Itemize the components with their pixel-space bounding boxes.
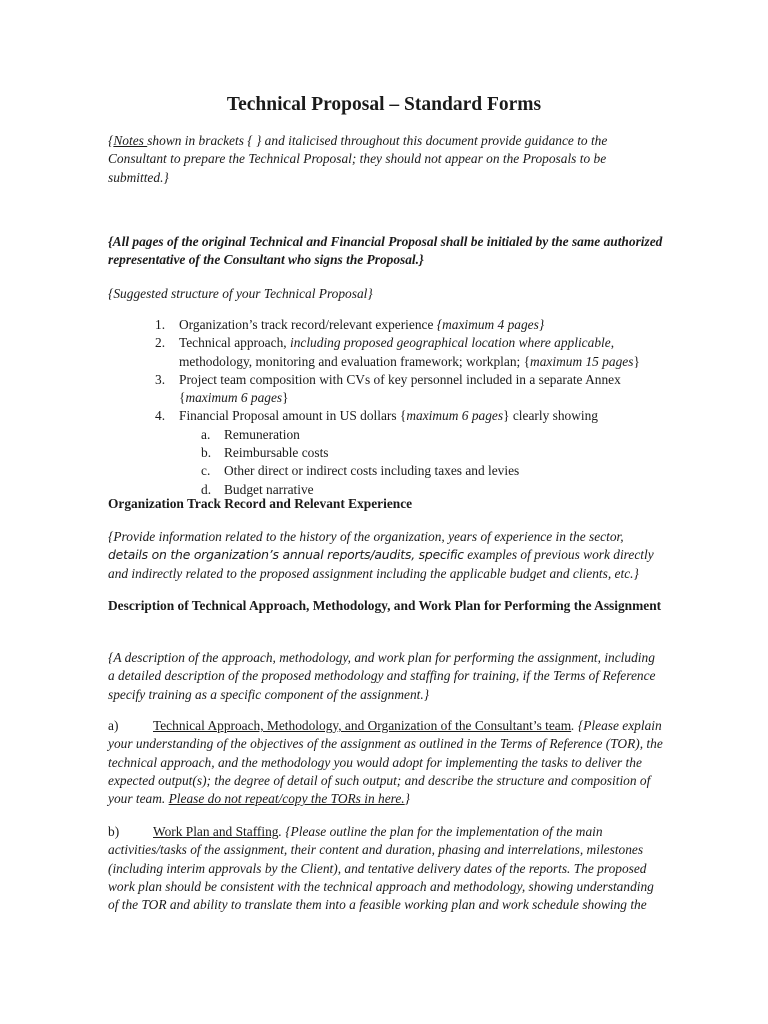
financial-sublist	[179, 426, 664, 499]
sublist-item-text: Remuneration	[224, 426, 300, 442]
technical-approach-heading: Description of Technical Approach, Methodology, and Work Plan for Performing the Assignment	[108, 598, 662, 613]
track-record-text: {Provide information related to the history of the organization, years of experience in the sector,	[108, 529, 624, 544]
intro-guidance-note	[108, 132, 664, 187]
list-item-note: maximum 15 pages	[530, 353, 634, 369]
section-b-paragraph	[108, 823, 664, 914]
track-record-heading: Organization Track Record and Relevant Experience	[108, 496, 413, 511]
sublist-item	[179, 462, 664, 480]
list-item-note: including proposed geographical location where applicable	[289, 335, 611, 351]
page-title: Technical Proposal – Standard Forms	[226, 94, 542, 115]
intro-notes-word: Notes	[113, 133, 148, 148]
sublist-item-letter: d.	[201, 481, 212, 497]
list-item	[108, 334, 664, 371]
list-item-number: 3.	[155, 371, 166, 387]
structure-note: {Suggested structure of your Technical Proposal}	[108, 286, 373, 301]
section-a-paragraph	[108, 717, 664, 808]
list-item	[108, 407, 664, 498]
list-item-note: maximum 6 pages	[185, 390, 283, 406]
section-a-end: }	[404, 791, 411, 807]
list-item-text: Organization’s track record/relevant experience	[179, 317, 437, 332]
list-item-note: {maximum 4 pages}	[436, 317, 545, 332]
list-item	[108, 371, 664, 408]
technical-approach-note: {A description of the approach, methodology, and work plan for performing the assignment, including a detailed description of the proposed methodology and staffing for training, if the Terms of Reference specify training as a specific component of the assignment.}	[108, 650, 656, 702]
list-item-text: } clearly showing	[503, 408, 598, 424]
section-b-label: b)	[108, 824, 120, 839]
sublist-item-letter: b.	[201, 445, 212, 461]
sublist-item-text: Reimbursable costs	[224, 445, 329, 461]
track-record-note	[108, 528, 664, 583]
section-b-heading: Work Plan and Staffing	[153, 824, 279, 839]
list-item-text: Project team composition with CVs of key personnel included in a separate Annex {	[179, 371, 621, 406]
proposal-structure-list	[108, 316, 664, 499]
list-item-text: , methodology, monitoring and evaluation framework; workplan; {	[179, 335, 615, 369]
section-a-text: . {Please explain your understanding of the objectives of the assignment as outlined in the Terms of Reference (TOR), the technical approach, and the methodology you would adopt for implementing the tasks to deliver the expected output(s); the degree of detail of such output; and describe the structure and composition of your team.	[108, 718, 663, 807]
list-item-number: 4.	[155, 408, 166, 424]
initial-pages-note: {All pages of the original Technical and Financial Proposal shall be initialed by the same authorized representative of the Consultant who signs the Proposal.}	[108, 234, 663, 268]
list-item	[108, 316, 664, 334]
list-item-text: }	[633, 353, 640, 369]
track-record-text: examples of previous work directly and indirectly related to the proposed assignment including the applicable budget and clients, etc.}	[108, 547, 654, 581]
sublist-item	[179, 444, 664, 462]
section-a-underlined-text: Please do not repeat/copy the TORs in here.	[168, 791, 405, 807]
list-item-note: maximum 6 pages	[406, 408, 504, 424]
intro-open-brace: {	[108, 133, 114, 148]
sublist-item-text: Budget narrative	[224, 481, 314, 497]
sublist-item-letter: a.	[201, 426, 211, 442]
section-a-heading: Technical Approach, Methodology, and Organization of the Consultant’s team	[153, 718, 572, 733]
list-item-number: 1.	[155, 317, 166, 332]
section-b-text: . {Please outline the plan for the implementation of the main activities/tasks of the assignment, their content and duration, phasing and interrelations, milestones (including interim approvals by the Client), and tentative delivery dates of the reports. The proposed work plan should be consistent with the technical approach and methodology, showing understanding of the TOR and ability to translate them into a feasible working plan and work schedule showing the	[108, 824, 654, 913]
section-a-label: a)	[108, 718, 119, 733]
sublist-item-text: Other direct or indirect costs including taxes and levies	[224, 463, 520, 479]
list-item-text: Technical approach,	[179, 335, 290, 351]
sublist-item	[179, 426, 664, 444]
sublist-item-letter: c.	[201, 463, 211, 479]
track-record-handwritten-text: details on the organization’s annual reports/audits, specific	[108, 547, 464, 563]
list-item-text: }	[282, 390, 289, 406]
intro-note-rest: shown in brackets { } and italicised throughout this document provide guidance to the Consultant to prepare the Technical Proposal; they should not appear on the Proposals to be submitted.}	[108, 133, 608, 185]
list-item-text: Financial Proposal amount in US dollars {	[179, 408, 407, 424]
list-item-number: 2.	[155, 335, 166, 351]
